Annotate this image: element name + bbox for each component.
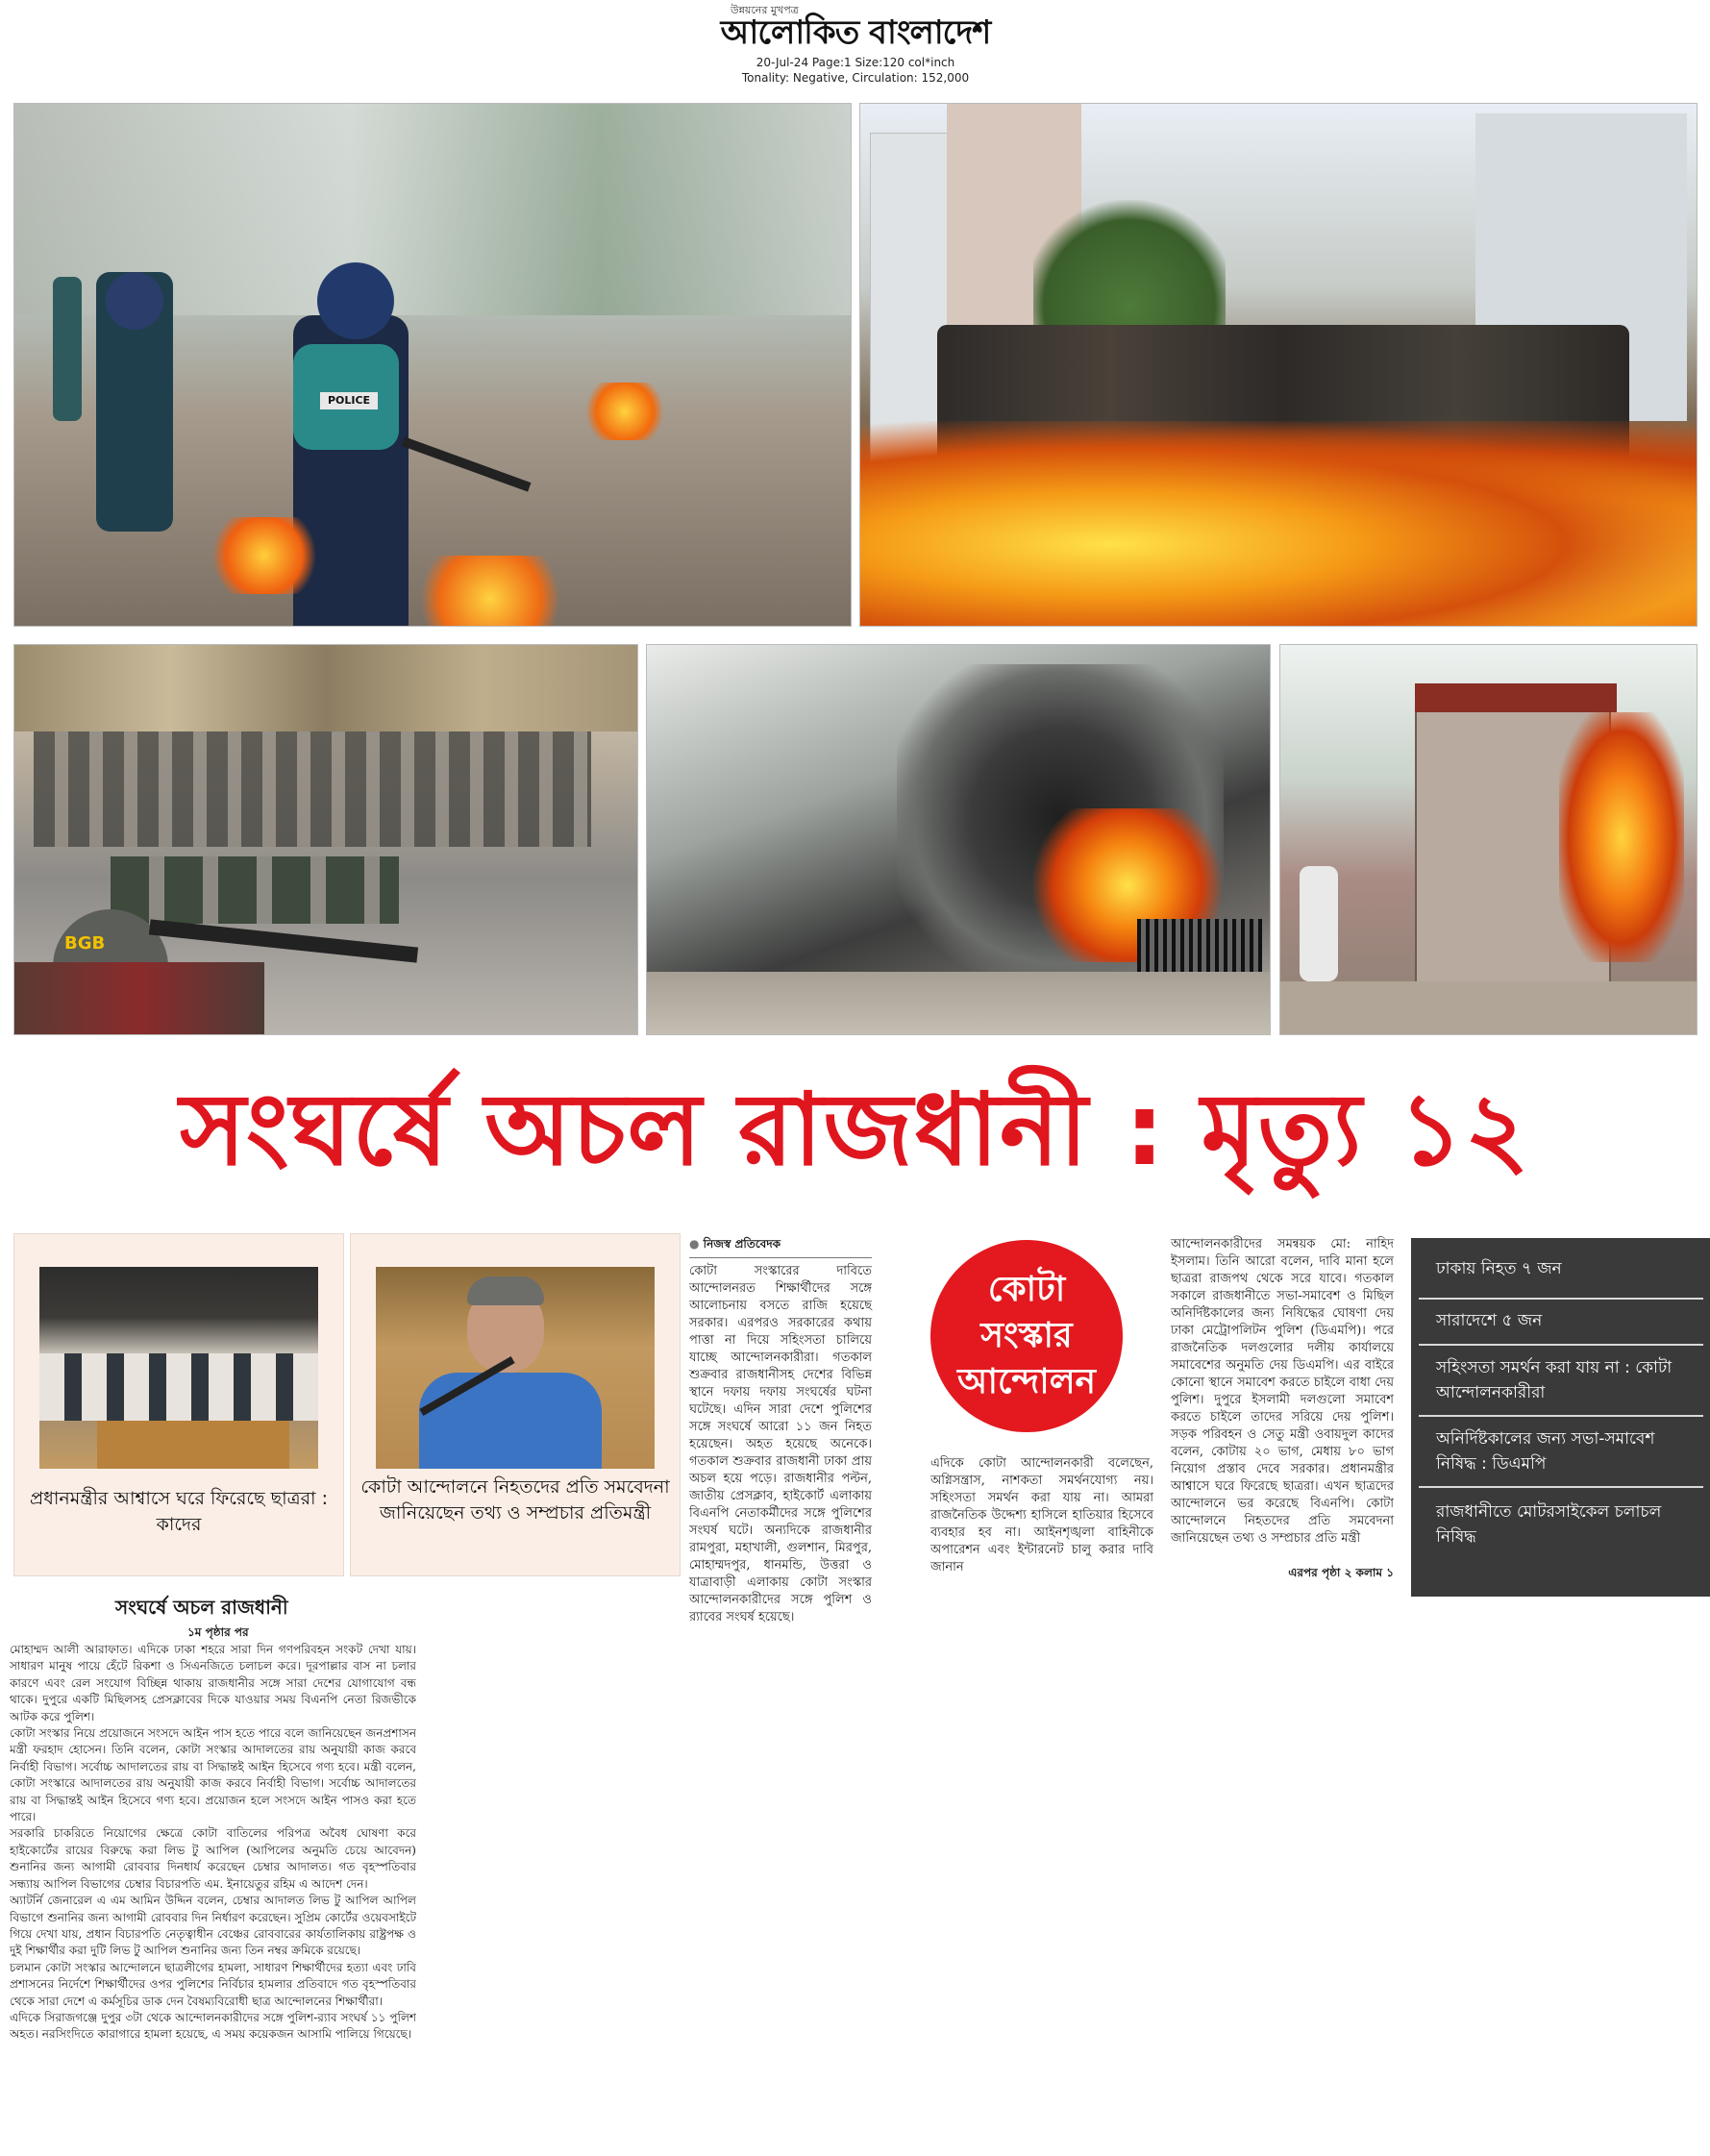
highlight-item: সহিংসতা সমর্থন করা যায় না : কোটা আন্দোলনকারীরা bbox=[1436, 1358, 1673, 1402]
person-figure bbox=[1300, 866, 1338, 981]
byline bbox=[689, 1236, 872, 1255]
paragraph: মোহাম্মদ আলী আরাফাত। এদিকে ঢাকা শহরে সারা দিন গণপরিবহন সংকট দেখা যায়। সাধারণ মানুষ পায়ে হেঁটে রিকশা ও সিএনজিতে চলাচল করে। দূরপাল্লার বাস না চলার কারণে এবং রেল সংযোগ বিচ্ছিন্ন থাকায় রাজধানীর সঙ্গে সারা দেশের যোগাযোগ বন্ধ থাকে। দুপুরে একটি মিছিলসহ প্রেসক্লাবের দিকে যাওয়ার সময় বিএনপি নেতা রিজভীকে আটক করে পুলিশ। bbox=[10, 1643, 416, 1723]
photo-police-street bbox=[13, 103, 852, 627]
divider bbox=[1419, 1344, 1703, 1346]
divider bbox=[1419, 1298, 1703, 1300]
story-column-2: এদিকে কোটা আন্দোলনকারী বলেছেন, অগ্নিসন্ত্রাস, নাশকতা সমর্থনযোগ্য নয়। সহিংসতা সমর্থন করা যায় না। আমরা রাজনৈতিক উদ্দেশ্য হাসিলে হাতিয়ার হিসেবে ব্যবহার হব না। আইনশৃঙ্খলা বাহিনীকে অপারেশন এবং ইন্টারনেট চালু করার দাবি জানান bbox=[930, 1456, 1153, 1574]
masthead-tagline: উন্নয়নের মুখপত্র bbox=[731, 4, 799, 16]
highlight-item: সারাদেশে ৫ জন bbox=[1436, 1311, 1543, 1330]
bgb-helmet-label: BGB bbox=[64, 933, 106, 954]
photo-box-left bbox=[13, 1233, 344, 1576]
divider bbox=[689, 1257, 872, 1258]
paragraph: কোটা সংস্কার নিয়ে প্রয়োজনে সংসদে আইন পাস হতে পারে বলে জানিয়েছেন জনপ্রশাসন মন্ত্রী ফরহাদ হোসেন। তিনি বলেন, কোটা সংস্কার আদালতের রায় অনুযায়ী কাজ করবে নির্বাহী বিভাগ। সর্বোচ্চ আদালতের রায় বা সিদ্ধান্তই আইন হিসেবে গণ্য হবে। মন্ত্রী বলেন, কোটা সংস্কারে আদালতের রায় অনুযায়ী কাজ করবে নির্বাহী বিভাগ। সর্বোচ্চ আদালতের রায় বা সিদ্ধান্তই আইন হিসেবে গণ্য হবে। প্রয়োজন হলে সংসদে আইন পাসও করা হতে পারে। bbox=[10, 1726, 416, 1824]
highlight-item: ঢাকায় নিহত ৭ জন bbox=[1436, 1259, 1562, 1278]
photo-burning-booth bbox=[1279, 644, 1698, 1035]
photo-caption: কোটা আন্দোলনে নিহতদের প্রতি সমবেদনা জানিয়েছেন তথ্য ও সম্প্রচার প্রতিমন্ত্রী bbox=[360, 1476, 670, 1524]
rifle-shape bbox=[402, 436, 532, 491]
byline-bullet-icon: ● bbox=[689, 1237, 704, 1251]
paragraph: চলমান কোটা সংস্কার আন্দোলনে ছাত্রলীগের হামলা, সাধারণ শিক্ষার্থীদের হত্যা এবং ঢাবি প্রশাসনের নির্দেশে শিক্ষার্থীদের ওপর পুলিশের নির্বিচার হামলার প্রতিবাদে গত বৃহস্পতিবার থেকে সারা দেশে এ কর্মসূচির ডাক দেন বৈষম্যবিরোধী ছাত্র আন্দোলনের শিক্ষার্থীরা। bbox=[10, 1960, 416, 2008]
fire-shape bbox=[582, 383, 668, 440]
fire-shape bbox=[1559, 712, 1684, 962]
newspaper-logo: আলোকিত বাংলাদেশ bbox=[720, 13, 991, 52]
photo-minister-speaking bbox=[376, 1267, 655, 1469]
photo-protesters-fire bbox=[859, 103, 1698, 627]
police-vest-label: POLICE bbox=[320, 392, 378, 409]
jump-line: এরপর পৃষ্ঠা ২ কলাম ১ bbox=[1288, 1566, 1394, 1579]
continuation-body bbox=[10, 1642, 416, 2151]
paragraph: সরকারি চাকরিতে নিয়োগের ক্ষেত্রে কোটা বাতিলের পরিপত্র অবৈধ ঘোষণা করে হাইকোর্টের রায়ের বিরুদ্ধে করা লিভ টু আপিল (আপিলের অনুমতি চেয়ে আবেদন) শুনানির জন্য আগামী রোববার দিনধার্য করেছেন চেম্বার আদালত। গত বৃহস্পতিবার সন্ধ্যায় আপিল বিভাগের চেম্বার বিচারপতি এম. ইনায়েতুর রহিম এ আদেশ দেন। bbox=[10, 1826, 416, 1891]
divider bbox=[1419, 1415, 1703, 1417]
rifle-shape bbox=[149, 919, 418, 962]
continuation-from: ১ম পৃষ্ঠার পর bbox=[187, 1625, 249, 1639]
photo-box-right bbox=[350, 1233, 681, 1576]
fire-shape bbox=[860, 421, 1697, 626]
continuation-title: সংঘর্ষে অচল রাজধানী bbox=[115, 1596, 288, 1619]
photo-press-briefing bbox=[39, 1267, 318, 1469]
highlight-item: অনির্দিষ্টকালের জন্য সভা-সমাবেশ নিষিদ্ধ : ডিএমপি bbox=[1436, 1429, 1655, 1474]
badge-line: সংস্কার bbox=[980, 1316, 1073, 1355]
photo-bgb-soldiers bbox=[13, 644, 638, 1035]
story-column-3: আন্দোলনকারীদের সমন্বয়ক মো: নাহিদ ইসলাম। তিনি আরো বলেন, দাবি মানা হলে ছাত্ররা রাজপথ থেকে সরে যাবে। গতকাল সকালে রাজধানীতে সভা-সমাবেশ ও মিছিল অনির্দিষ্টকালের জন্য নিষিদ্ধের ঘোষণা দেয় ঢাকা মেট্রোপলিটন পুলিশ (ডিএমপি)। পরে রাজনৈতিক দলগুলোর দলীয় কার্যালয়ে সমাবেশের অনুমতি দেয় ডিএমপি। এর বাইরে কোনো স্থানে সমাবেশ করতে চাইলে বাধা দেয় পুলিশ। দুপুরে ইসলামী দলগুলো সমাবেশ করতে চাইলে তাদের সরিয়ে দেয় পুলিশ। সড়ক পরিবহন ও সেতু মন্ত্রী ওবায়দুল কাদের বলেন, কোটায় ২০ ভাগ, মেধায় ৮০ ভাগ নিয়োগ প্রস্তাব দেবে সরকার। প্রধানমন্ত্রীর আশ্বাসে ঘরে ফিরেছে ছাত্ররা। এখন ছাত্রদের আন্দোলনে ভর করেছে বিএনপি। কোটা আন্দোলনে নিহতদের প্রতি সমবেদনা জানিয়েছেন তথ্য ও সম্প্রচার প্রতি মন্ত্রী bbox=[1171, 1237, 1394, 1546]
page-headline: সংঘর্ষে অচল রাজধানী : মৃত্যু ১২ bbox=[180, 1071, 1530, 1188]
highlights-sidebar bbox=[1411, 1238, 1710, 1597]
clip-info: 20-Jul-24 Page:1 Size:120 col*inch bbox=[756, 56, 955, 69]
highlight-item: রাজধানীতে মোটরসাইকেল চলাচল নিষিদ্ধ bbox=[1436, 1502, 1662, 1547]
photo-burning-smoke bbox=[646, 644, 1271, 1035]
soldier-line-shape bbox=[34, 731, 591, 847]
shirt-shape bbox=[419, 1373, 602, 1469]
divider bbox=[1419, 1486, 1703, 1488]
clip-meta: Tonality: Negative, Circulation: 152,000 bbox=[741, 71, 970, 85]
badge-line: আন্দোলন bbox=[956, 1362, 1097, 1401]
paragraph: এদিকে সিরাজগঞ্জে দুপুর ৩টা থেকে আন্দোলনকারীদের সঙ্গে পুলিশ-র‍্যাব সংঘর্ষ ১১ পুলিশ অহত। নরসিংদিতে কারাগারে হামলা হয়েছে, এ সময় কয়েকজন আসামি পালিয়ে গিয়েছে। bbox=[10, 2010, 416, 2042]
crowd-shape bbox=[39, 1353, 318, 1421]
story-column-1: কোটা সংস্কারের দাবিতে আন্দোলনরত শিক্ষার্থীদের সঙ্গে আলোচনায় বসতে রাজি হয়েছে সরকার। এরপরও সরকারের কথায় পাত্তা না দিয়ে সহিংসতা চালিয়ে যাচ্ছে আন্দোলনকারীরা। গতকাল শুক্রবার রাজধানীসহ দেশের বিভিন্ন স্থানে দফায় দফায় সংঘর্ষের ঘটনা ঘটেছে। এদিন সারা দেশে পুলিশের সঙ্গে সংঘর্ষে আরো ১১ জন নিহত হয়েছেন। অহত হয়েছে অনেকে। গতকাল শুক্রবার রাজধানী ঢাকা প্রায় অচল হয়ে পড়ে। রাজধানীর পল্টন, জাতীয় প্রেসক্লাব, হাইকোর্ট এলাকায় বিএনপি নেতাকর্মীদের সঙ্গে পুলিশের সংঘর্ষ ঘটে। অন্যদিকে রাজধানীর রামপুরা, মহাখালী, গুলশান, মিরপুর, মোহাম্মদপুর, ধানমন্ডি, উত্তরা ও যাত্রাবাড়ী এলাকায় কোটা সংস্কার আন্দোলনকারীদের সঙ্গে পুলিশ ও র‍্যাবের সংঘর্ষ হয়েছে। bbox=[689, 1264, 872, 1624]
masthead bbox=[0, 0, 1710, 91]
officer-figure bbox=[53, 277, 82, 421]
podium-shape bbox=[97, 1421, 289, 1469]
paragraph: অ্যাটর্নি জেনারেল এ এম আমিন উদ্দিন বলেন, চেম্বার আদালত লিভ টু আপিল আপিল বিভাগে শুনানির জন্য আগামী রোববার দিন নির্ধারণ করেছেন। সুপ্রিম কোর্টের ওয়েবসাইটে গিয়ে দেখা যায়, প্রধান বিচারপতি নেতৃত্বাধীন বেঞ্চের রোববারের কার্যতালিকায় রাষ্ট্রপক্ষ ও দুই শিক্ষার্থীর করা দুটি লিভ টু আপিল শুনানির জন্য তিন নম্বর ক্রমিকে রয়েছে। bbox=[10, 1894, 416, 1958]
byline-text: নিজস্ব প্রতিবেদক bbox=[703, 1237, 781, 1251]
topic-badge bbox=[930, 1240, 1123, 1432]
photo-caption: প্রধানমন্ত্রীর আশ্বাসে ঘরে ফিরেছে ছাত্ররা : কাদের bbox=[30, 1488, 328, 1535]
soldier-line-shape bbox=[111, 856, 399, 924]
badge-line: কোটা bbox=[987, 1270, 1066, 1309]
